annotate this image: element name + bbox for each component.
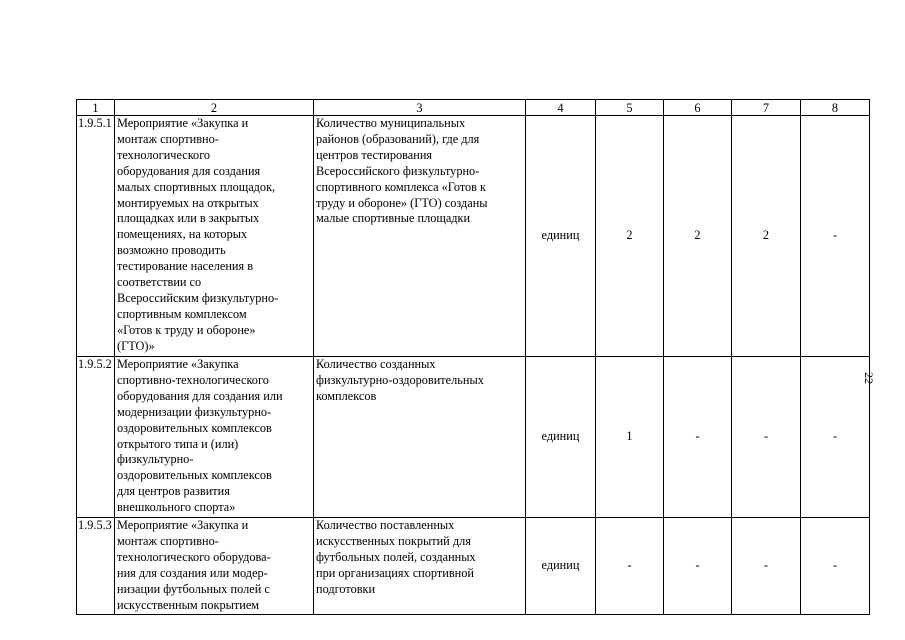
plan-table (76, 99, 870, 615)
row-value-col5: 2 (596, 116, 664, 357)
column-number: 8 (801, 100, 870, 116)
table-row (77, 518, 870, 615)
row-value-col5: - (596, 518, 664, 615)
column-number: 4 (526, 100, 596, 116)
row-value-col6: - (664, 357, 732, 518)
page-number: 22 (862, 372, 876, 384)
row-value-col7: - (732, 357, 801, 518)
row-value-col5: 1 (596, 357, 664, 518)
row-event: Мероприятие «Закупка спортивно-технологического оборудования для создания или модернизации физкультурно- оздоровительных комплексов открытого типа и (или) физкультурно- оздоровительных комплексов для центров развития внешкольного спорта» (115, 357, 314, 518)
row-code: 1.9.5.3 (77, 518, 115, 615)
column-number: 2 (115, 100, 314, 116)
row-value-col6: - (664, 518, 732, 615)
row-unit: единиц (526, 518, 596, 615)
table-row (77, 116, 870, 357)
row-value-col8: - (801, 518, 870, 615)
column-number-row (77, 100, 870, 116)
row-value-col7: - (732, 518, 801, 615)
column-number: 7 (732, 100, 801, 116)
row-indicator: Количество муниципальных районов (образований), где для центров тестирования Всероссийского физкультурно- спортивного комплекса «Готов к труду и обороне» (ГТО) созданы малые спортивные площадки (314, 116, 526, 357)
row-value-col6: 2 (664, 116, 732, 357)
row-indicator: Количество поставленных искусственных покрытий для футбольных полей, созданных при организациях спортивной подготовки (314, 518, 526, 615)
table-row (77, 357, 870, 518)
column-number: 3 (314, 100, 526, 116)
row-unit: единиц (526, 116, 596, 357)
column-number: 5 (596, 100, 664, 116)
row-event: Мероприятие «Закупка и монтаж спортивно- технологического оборудования для создания малых спортивных площадок, монтируемых на открытых площадках или в закрытых помещениях, на которых возможно проводить тестирование населения в соответствии со Всероссийским физкультурно- спортивным комплексом «Готов к труду и обороне» (ГТО)» (115, 116, 314, 357)
row-indicator: Количество созданных физкультурно-оздоровительных комплексов (314, 357, 526, 518)
row-value-col8: - (801, 116, 870, 357)
row-value-col8: - (801, 357, 870, 518)
row-code: 1.9.5.2 (77, 357, 115, 518)
row-unit: единиц (526, 357, 596, 518)
row-value-col7: 2 (732, 116, 801, 357)
row-code: 1.9.5.1 (77, 116, 115, 357)
column-number: 6 (664, 100, 732, 116)
row-event: Мероприятие «Закупка и монтаж спортивно- технологического оборудова- ния для создания или модер- низации футбольных полей с искусственным покрытием (115, 518, 314, 615)
column-number: 1 (77, 100, 115, 116)
